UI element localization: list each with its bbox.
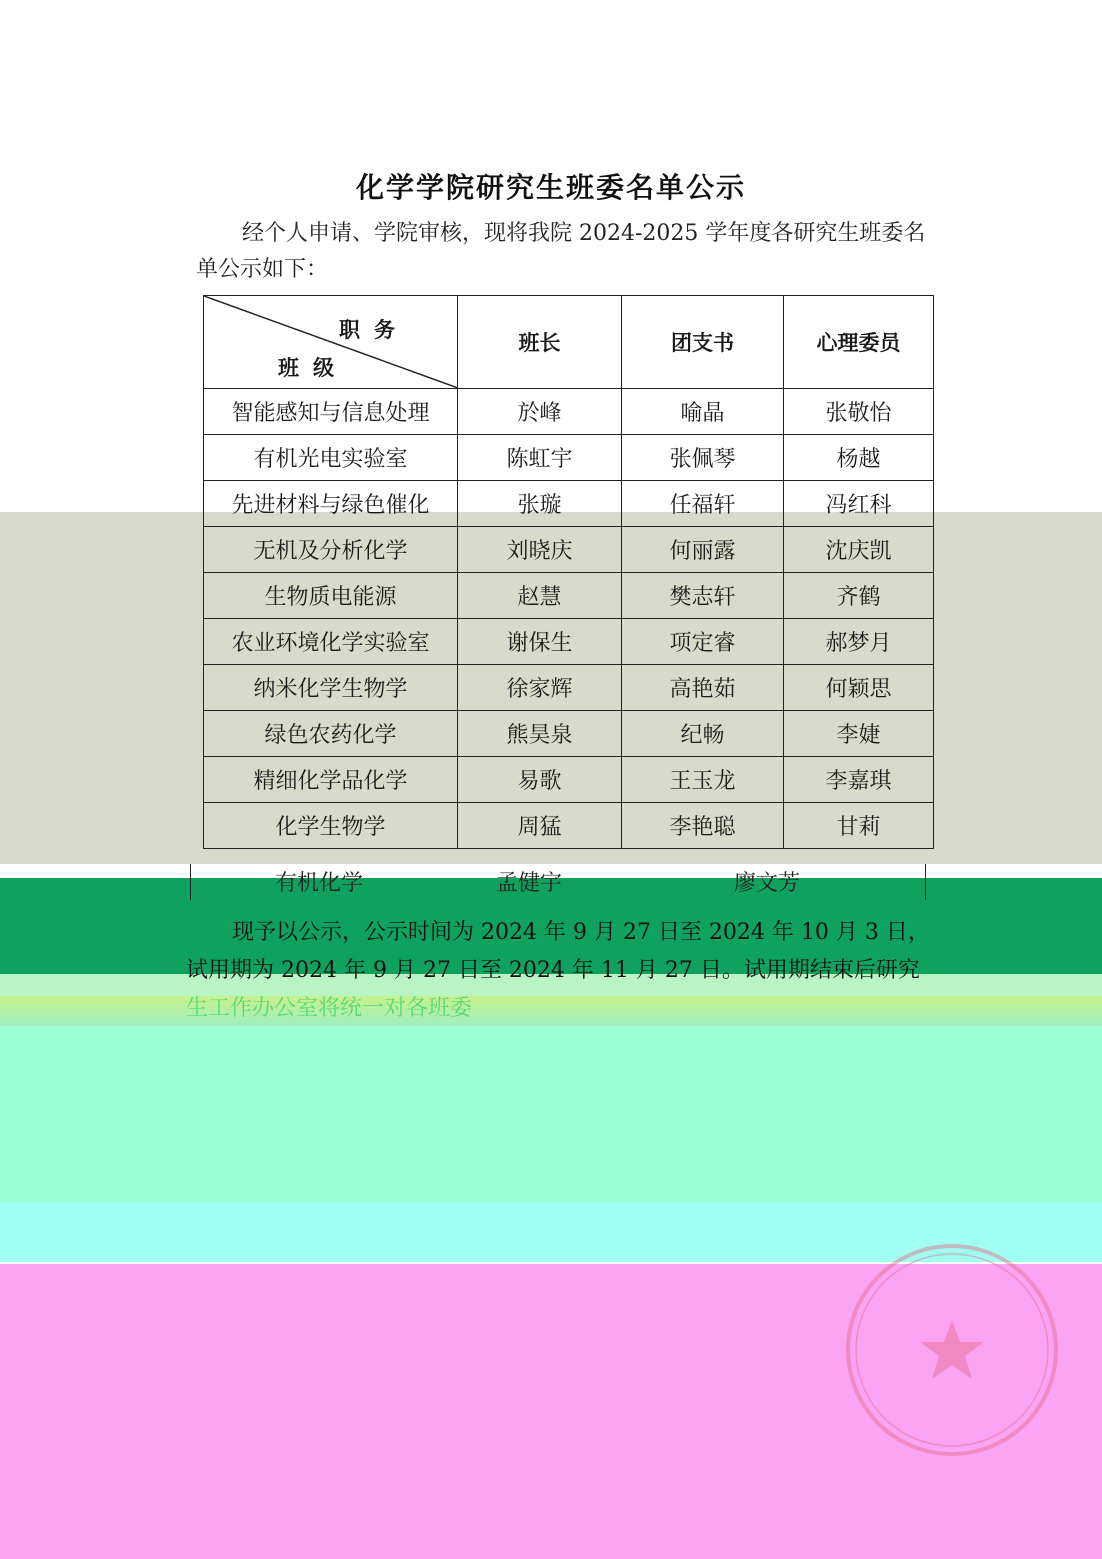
- notice-line-1: 现予以公示，公示时间为 2024 年 9 月 27 日至 2024 年 10 月 3 日，: [232, 920, 930, 945]
- table-cell-monitor: 陈虹宇: [458, 435, 622, 481]
- table-cell-psych: 李婕: [784, 711, 934, 757]
- table-cell-psych: 杨越: [784, 435, 934, 481]
- table-row: [204, 481, 934, 527]
- notice-line-2: 试用期为 2024 年 9 月 27 日至 2024 年 11 月 27 日。试用期结束后研究: [186, 958, 920, 983]
- page-title: 化学学院研究生班委名单公示: [355, 171, 746, 204]
- table-cell-class: 生物质电能源: [204, 573, 458, 619]
- table-cell-league: 任福轩: [622, 481, 784, 527]
- table-cell-class: 纳米化学生物学: [204, 665, 458, 711]
- table-cell-psych: 李嘉琪: [784, 757, 934, 803]
- table-cell-league: 樊志轩: [622, 573, 784, 619]
- table-cell-psych: 齐鹤: [784, 573, 934, 619]
- notice-paragraph: [186, 914, 966, 1028]
- table-cell-monitor: 孟健宇: [495, 871, 562, 896]
- table-cell-psych: 沈庆凯: [784, 527, 934, 573]
- table-cell-class: 绿色农药化学: [204, 711, 458, 757]
- table-row: [204, 389, 934, 435]
- table-cell-psych: 郝梦月: [784, 619, 934, 665]
- header-monitor: 班长: [458, 296, 622, 389]
- table-cell-league: 何丽露: [622, 527, 784, 573]
- table-body: [204, 389, 934, 849]
- table-cell-class: 无机及分析化学: [204, 527, 458, 573]
- table-cell-class: 农业环境化学实验室: [204, 619, 458, 665]
- table-cell-monitor: 易歌: [458, 757, 622, 803]
- table-row-partial: [190, 864, 926, 900]
- table-cell-psych: 甘莉: [784, 803, 934, 849]
- header-duty-label: 职务: [339, 317, 409, 342]
- table-cell-league: 喻晶: [622, 389, 784, 435]
- table-cell-league: 王玉龙: [622, 757, 784, 803]
- official-seal: [842, 1240, 1062, 1460]
- table-cell-class: 先进材料与绿色催化: [204, 481, 458, 527]
- header-class-label: 班级: [278, 355, 348, 380]
- table-row: [204, 435, 934, 481]
- table-cell-monitor: 熊昊泉: [458, 711, 622, 757]
- table-cell-league: 高艳茹: [622, 665, 784, 711]
- table-cell-class: 有机化学: [274, 871, 363, 896]
- intro-paragraph: 经个人申请、学院审核，现将我院 2024-2025 学年度各研究生班委名单公示如下：: [196, 221, 926, 282]
- table-cell-psych: 冯红科: [784, 481, 934, 527]
- table-cell-class: 智能感知与信息处理: [204, 389, 458, 435]
- committee-table: [203, 295, 934, 849]
- table-row: [204, 711, 934, 757]
- table-cell-class: 有机光电实验室: [204, 435, 458, 481]
- table-cell-monitor: 刘晓庆: [458, 527, 622, 573]
- table-row: [204, 757, 934, 803]
- table-row: [204, 803, 934, 849]
- notice-line-3: 生工作办公室将统一对各班委: [186, 996, 473, 1021]
- table-row: [204, 619, 934, 665]
- table-cell-psych: 张敬怡: [784, 389, 934, 435]
- table-cell-league: 项定睿: [622, 619, 784, 665]
- header-league-secretary: 团支书: [622, 296, 784, 389]
- table-cell-league: 张佩琴: [622, 435, 784, 481]
- table-cell-monitor: 周猛: [458, 803, 622, 849]
- table-cell-monitor: 张璇: [458, 481, 622, 527]
- table-row: [204, 573, 934, 619]
- table-cell-league: 廖文芳: [733, 871, 800, 896]
- glitch-band-mint: [0, 1026, 1102, 1202]
- diagonal-header-cell: [204, 296, 458, 389]
- table-cell-class: 精细化学品化学: [204, 757, 458, 803]
- table-cell-monitor: 谢保生: [458, 619, 622, 665]
- table-cell-monitor: 徐家辉: [458, 665, 622, 711]
- table-cell-league: 李艳聪: [622, 803, 784, 849]
- table-cell-class: 化学生物学: [204, 803, 458, 849]
- header-psych-committee: 心理委员: [784, 296, 934, 389]
- table-cell-monitor: 赵慧: [458, 573, 622, 619]
- table-row: [204, 665, 934, 711]
- table-cell-psych: 何颖思: [784, 665, 934, 711]
- table-header-row: [204, 296, 934, 389]
- table-row: [204, 527, 934, 573]
- table-cell-league: 纪畅: [622, 711, 784, 757]
- table-cell-monitor: 於峰: [458, 389, 622, 435]
